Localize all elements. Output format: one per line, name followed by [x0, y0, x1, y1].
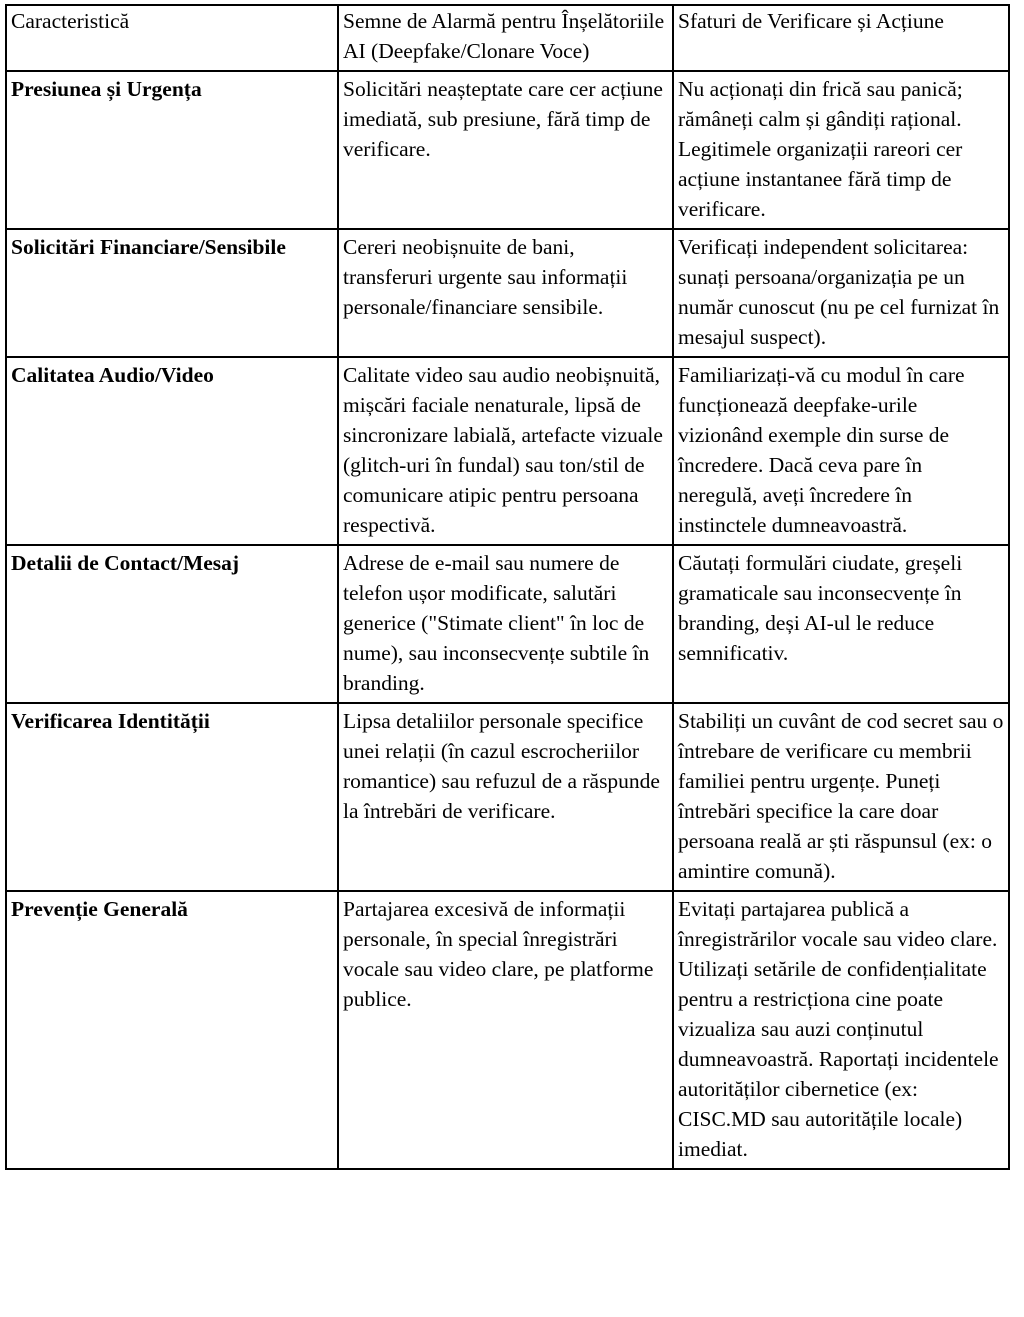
row-feature: Prevenție Generală — [6, 891, 338, 1169]
header-feature: Caracteristică — [6, 5, 338, 71]
row-advice: Evitați partajarea publică a înregistrărilor vocale sau video clare. Utilizați setările de confidențialitate pentru a restricționa cine poate vizualiza sau auzi conținutul dumneavoastră. Raportați incidentele autorităților cibernetice (ex: CISC.MD sau autoritățile locale) imediat. — [673, 891, 1009, 1169]
row-warning: Lipsa detaliilor personale specifice unei relații (în cazul escrocheriilor romantice) sau refuzul de a răspunde la întrebări de verificare. — [338, 703, 673, 891]
row-advice: Nu acționați din frică sau panică; rămâneți calm și gândiți rațional. Legitimele organizații rareori cer acțiune instantanee fără timp de verificare. — [673, 71, 1009, 229]
row-warning: Solicitări neașteptate care cer acțiune imediată, sub presiune, fără timp de verificare. — [338, 71, 673, 229]
row-warning: Cereri neobișnuite de bani, transferuri urgente sau informații personale/financiare sensibile. — [338, 229, 673, 357]
table-row — [6, 703, 1009, 891]
table-header-row — [6, 5, 1009, 71]
row-advice: Stabiliți un cuvânt de cod secret sau o întrebare de verificare cu membrii familiei pentru urgențe. Puneți întrebări specifice la care doar persoana reală ar ști răspunsul (ex: o amintire comună). — [673, 703, 1009, 891]
table-row — [6, 71, 1009, 229]
row-warning: Calitate video sau audio neobișnuită, mișcări faciale nenaturale, lipsă de sincronizare labială, artefacte vizuale (glitch-uri în fundal) sau ton/stil de comunicare atipic pentru persoana respectivă. — [338, 357, 673, 545]
table-row — [6, 891, 1009, 1169]
row-advice: Familiarizați-vă cu modul în care funcționează deepfake-urile vizionând exemple din surse de încredere. Dacă ceva pare în neregulă, aveți încredere în instinctele dumneavoastră. — [673, 357, 1009, 545]
table-row — [6, 357, 1009, 545]
row-feature: Verificarea Identității — [6, 703, 338, 891]
row-advice: Verificați independent solicitarea: sunați persoana/organizația pe un număr cunoscut (nu pe cel furnizat în mesajul suspect). — [673, 229, 1009, 357]
row-feature: Calitatea Audio/Video — [6, 357, 338, 545]
header-advice: Sfaturi de Verificare și Acțiune — [673, 5, 1009, 71]
row-advice: Căutați formulări ciudate, greșeli gramaticale sau inconsecvențe în branding, deși AI-ul le reduce semnificativ. — [673, 545, 1009, 703]
header-warning-signs: Semne de Alarmă pentru Înșelătoriile AI (Deepfake/Clonare Voce) — [338, 5, 673, 71]
row-warning: Adrese de e-mail sau numere de telefon ușor modificate, salutări generice ("Stimate client" în loc de nume), sau inconsecvențe subtile în branding. — [338, 545, 673, 703]
table-row — [6, 545, 1009, 703]
row-feature: Presiunea și Urgența — [6, 71, 338, 229]
row-warning: Partajarea excesivă de informații personale, în special înregistrări vocale sau video clare, pe platforme publice. — [338, 891, 673, 1169]
row-feature: Solicitări Financiare/Sensibile — [6, 229, 338, 357]
row-feature: Detalii de Contact/Mesaj — [6, 545, 338, 703]
table-row — [6, 229, 1009, 357]
scam-warning-table — [5, 4, 1010, 1170]
